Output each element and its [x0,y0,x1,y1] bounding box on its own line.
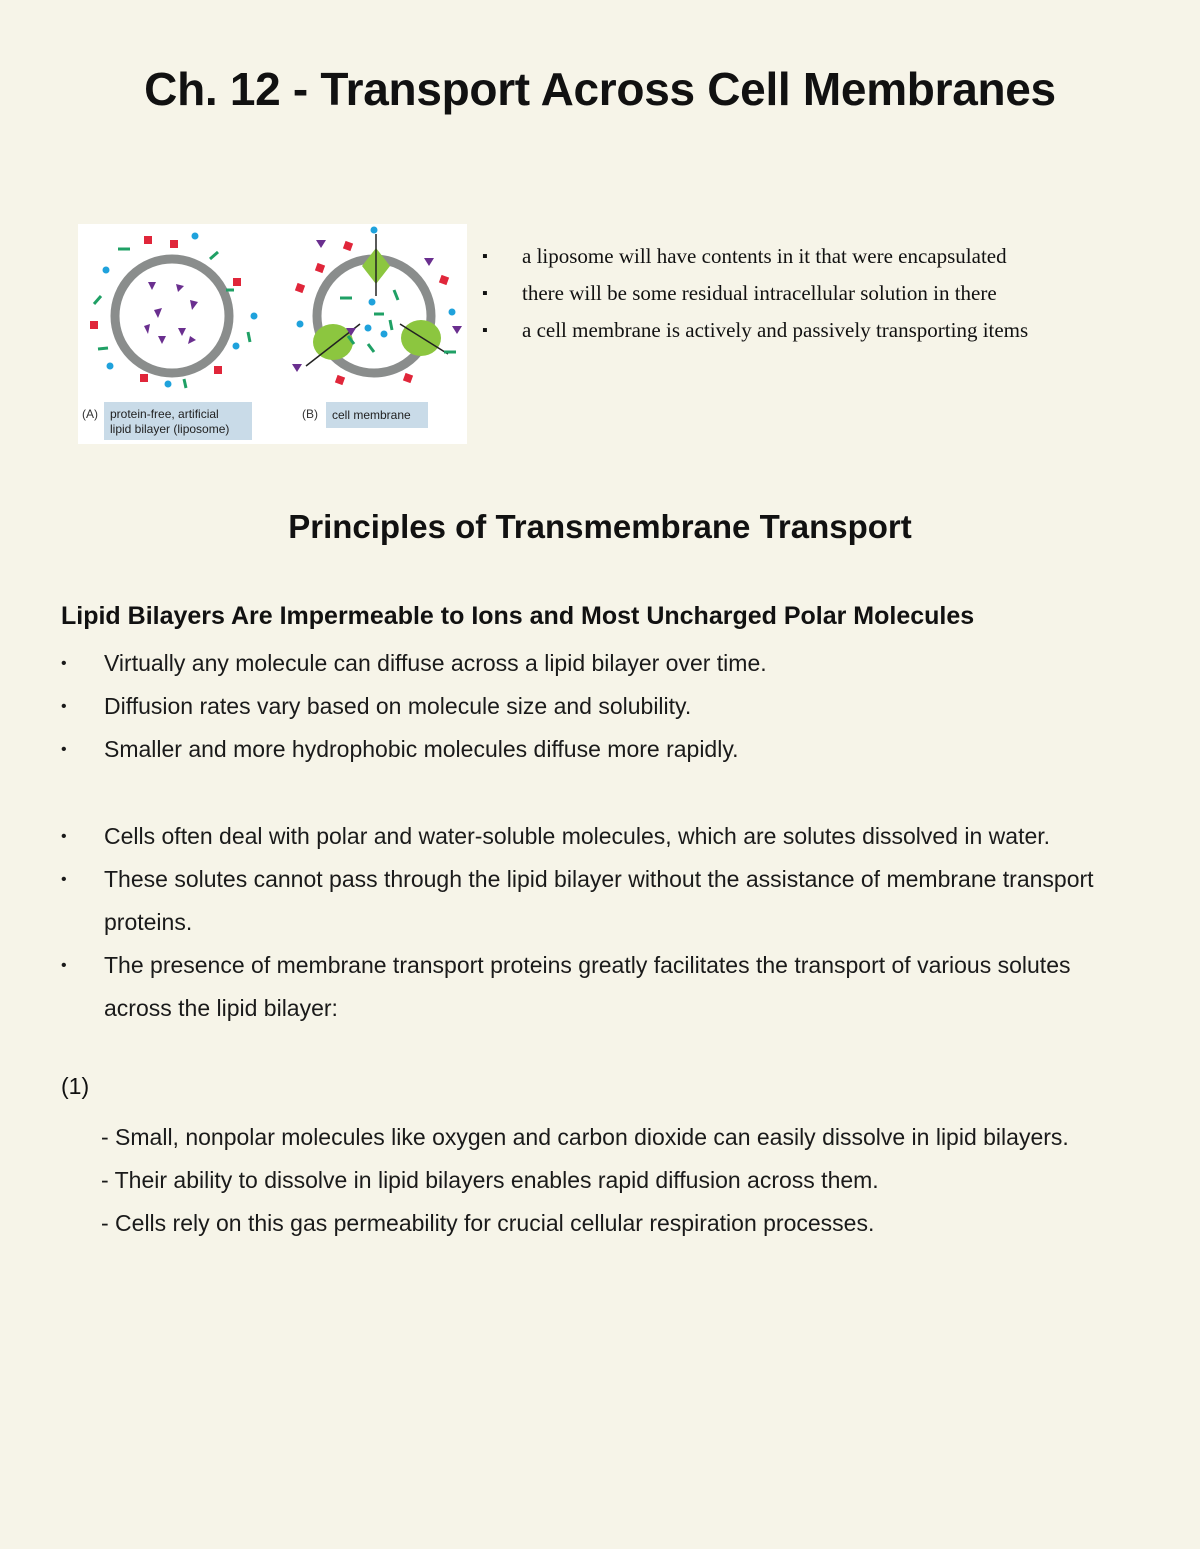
bullet-list-solutes [61,815,1131,1030]
list-item: • Cells often deal with polar and water-soluble molecules, which are solutes dissolved in water. [61,815,1131,858]
numbered-label: (1) [61,1073,90,1099]
membrane-diagram [78,224,467,444]
list-item: • Smaller and more hydrophobic molecules diffuse more rapidly. [61,728,1131,771]
liposome-membrane [115,259,229,373]
list-item: • Diffusion rates vary based on molecule size and solubility. [61,685,1131,728]
list-item: - Cells rely on this gas permeability for crucial cellular respiration processes. [101,1210,875,1236]
membrane-figure [78,224,467,444]
bullet-list-diffusion [61,642,1131,771]
panel-a-label-line2: lipid bilayer (liposome) [110,422,230,436]
subsection-heading: Lipid Bilayers Are Impermeable to Ions and Most Uncharged Polar Molecules [61,602,975,630]
section-title: Principles of Transmembrane Transport [288,508,912,545]
list-item: - Small, nonpolar molecules like oxygen and carbon dioxide can easily dissolve in lipid bilayers. [101,1124,1069,1150]
liposome-diagram [82,233,258,441]
list-item: • These solutes cannot pass through the lipid bilayer without the assistance of membrane transport proteins. [61,858,1131,944]
list-item: • Virtually any molecule can diffuse across a lipid bilayer over time. [61,642,1131,685]
inside-solutes-a [144,282,198,344]
cell-membrane-diagram [292,227,462,429]
figure-note: ▪ a liposome will have contents in it that were encapsulated [480,238,1080,275]
dash-list [101,1116,1111,1245]
figure-note: ▪ a cell membrane is actively and passively transporting items [480,312,1080,349]
transport-proteins [313,248,441,360]
panel-b-letter: (B) [302,407,318,421]
page-title: Ch. 12 - Transport Across Cell Membranes [144,63,1056,115]
panel-a-letter: (A) [82,407,98,421]
panel-a-label-line1: protein-free, artificial [110,407,219,421]
list-item: • The presence of membrane transport proteins greatly facilitates the transport of various solutes across the lipid bilayer: [61,944,1131,1030]
list-item: - Their ability to dissolve in lipid bilayers enables rapid diffusion across them. [101,1167,879,1193]
figure-note: ▪ there will be some residual intracellular solution in there [480,275,1080,312]
panel-b-label: cell membrane [332,408,411,422]
figure-notes [480,238,1080,349]
